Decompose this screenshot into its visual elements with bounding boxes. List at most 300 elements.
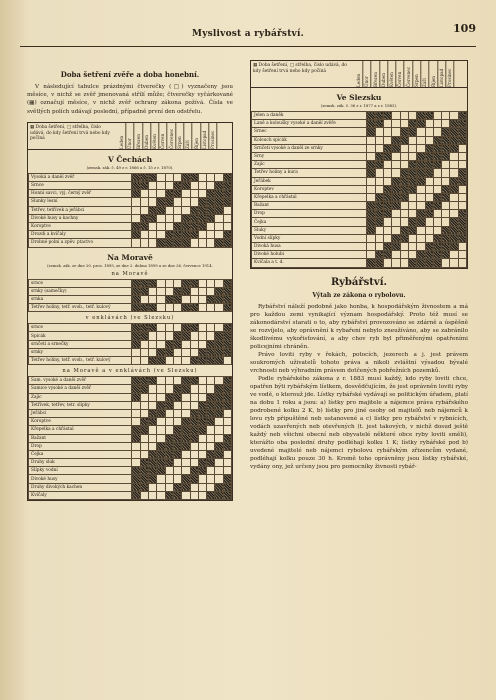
closed-season-cell xyxy=(157,467,165,475)
open-season-cell xyxy=(132,418,140,426)
closed-season-cell xyxy=(425,152,433,160)
month-label: Listopad xyxy=(201,123,209,149)
month-header xyxy=(118,123,218,149)
open-season-cell xyxy=(165,324,173,332)
closed-season-cell xyxy=(223,324,231,332)
open-season-cell xyxy=(132,442,140,450)
open-season-cell xyxy=(433,210,441,218)
closed-season-cell xyxy=(450,243,458,251)
closed-season-cell xyxy=(140,377,148,385)
table-row xyxy=(29,393,232,401)
species-label: Divoká husa xyxy=(252,243,367,251)
open-season-cell xyxy=(433,112,441,120)
open-season-cell xyxy=(425,185,433,193)
left-column xyxy=(27,60,233,501)
combined-table xyxy=(28,376,232,500)
closed-season-cell xyxy=(384,243,392,251)
closed-season-cell xyxy=(132,467,140,475)
closed-season-cell xyxy=(190,231,198,239)
open-season-cell xyxy=(215,467,223,475)
open-season-cell xyxy=(375,136,383,144)
open-season-cell xyxy=(215,324,223,332)
open-season-cell xyxy=(392,112,400,120)
open-season-cell xyxy=(458,144,466,152)
open-season-cell xyxy=(408,136,416,144)
open-season-cell xyxy=(157,475,165,483)
open-season-cell xyxy=(165,182,173,190)
open-season-cell xyxy=(207,324,215,332)
open-season-cell xyxy=(207,173,215,181)
open-season-cell xyxy=(190,295,198,303)
closed-season-cell xyxy=(182,214,190,222)
month-label: Prosinec xyxy=(446,61,454,87)
open-season-cell xyxy=(140,442,148,450)
subheading: na Moravě xyxy=(111,270,149,277)
open-season-cell xyxy=(140,198,148,206)
fishing-subheading: Výtah ze zákona o rybolovu. xyxy=(312,291,406,299)
closed-season-cell xyxy=(165,393,173,401)
section-heading: Doba šetření zvěře a doba honební. xyxy=(60,70,200,79)
open-season-cell xyxy=(400,251,408,259)
closed-season-cell xyxy=(198,409,206,417)
open-season-cell xyxy=(198,434,206,442)
closed-season-cell xyxy=(442,136,450,144)
open-season-cell xyxy=(173,348,181,356)
closed-season-cell xyxy=(190,214,198,222)
open-season-cell xyxy=(198,173,206,181)
open-season-cell xyxy=(384,226,392,234)
open-season-cell xyxy=(367,234,375,242)
month-label: Srpen xyxy=(176,123,184,149)
open-season-cell xyxy=(190,239,198,247)
open-season-cell xyxy=(173,377,181,385)
open-season-cell xyxy=(198,340,206,348)
month-label: Leden xyxy=(355,61,363,87)
table-row xyxy=(29,239,232,247)
species-label: Vodní slípky xyxy=(252,234,367,242)
month-label: Duben xyxy=(380,61,388,87)
subheading: v enklávách (ve Slezsku) xyxy=(85,315,175,322)
closed-season-cell xyxy=(392,193,400,201)
open-season-cell xyxy=(392,251,400,259)
open-season-cell xyxy=(165,287,173,295)
open-season-cell xyxy=(433,120,441,128)
species-label: srnce xyxy=(29,324,132,332)
table-row xyxy=(29,231,232,239)
intro-paragraph: V následující tabulce prázdnými čtverečky (□) vyznačeny jsou měsíce, v nichž se zvěř jmenovaná střílí může; čtverečky vyčárkované (▦) označují měsíce, v nichž zvěř ochrany zákona požívá. Čísla ve světlých polích udávají poslední, případně první den odstřelu. xyxy=(27,84,233,115)
closed-season-cell xyxy=(433,144,441,152)
closed-season-cell xyxy=(450,128,458,136)
open-season-cell xyxy=(149,393,157,401)
closed-season-cell xyxy=(223,198,231,206)
closed-season-cell xyxy=(132,222,140,230)
open-season-cell xyxy=(198,377,206,385)
open-season-cell xyxy=(198,239,206,247)
open-season-cell xyxy=(450,210,458,218)
closed-season-cell xyxy=(207,418,215,426)
open-season-cell xyxy=(450,193,458,201)
table-row xyxy=(29,348,232,356)
closed-season-cell xyxy=(408,120,416,128)
closed-season-cell xyxy=(182,287,190,295)
closed-season-cell xyxy=(442,185,450,193)
table-row xyxy=(29,475,232,483)
closed-season-cell xyxy=(140,304,148,312)
species-label: Druhy sluk xyxy=(29,459,132,467)
closed-season-cell xyxy=(132,475,140,483)
closed-season-cell xyxy=(442,226,450,234)
open-season-cell xyxy=(408,234,416,242)
open-season-cell xyxy=(367,193,375,201)
closed-season-cell xyxy=(400,234,408,242)
closed-season-cell xyxy=(198,418,206,426)
open-season-cell xyxy=(375,185,383,193)
open-season-cell xyxy=(375,226,383,234)
open-season-cell xyxy=(215,377,223,385)
closed-season-cell xyxy=(173,385,181,393)
closed-season-cell xyxy=(198,357,206,365)
closed-season-cell xyxy=(182,304,190,312)
closed-season-cell xyxy=(140,467,148,475)
closed-season-cell xyxy=(400,169,408,177)
closed-season-cell xyxy=(223,491,231,499)
species-label: Jeřábek xyxy=(252,177,367,185)
closed-season-cell xyxy=(433,193,441,201)
closed-season-cell xyxy=(173,332,181,340)
closed-season-cell xyxy=(173,450,181,458)
closed-season-cell xyxy=(132,491,140,499)
open-season-cell xyxy=(417,226,425,234)
closed-season-cell xyxy=(442,251,450,259)
open-season-cell xyxy=(442,120,450,128)
closed-season-cell xyxy=(223,434,231,442)
open-season-cell xyxy=(425,120,433,128)
table-row xyxy=(29,206,232,214)
closed-season-cell xyxy=(442,243,450,251)
closed-season-cell xyxy=(392,234,400,242)
open-season-cell xyxy=(173,279,181,287)
open-season-cell xyxy=(207,426,215,434)
open-season-cell xyxy=(207,279,215,287)
open-season-cell xyxy=(375,177,383,185)
open-season-cell xyxy=(215,222,223,230)
species-label: Tetřev holiny, tetř. svob., tetř. kulový xyxy=(29,304,132,312)
closed-season-cell xyxy=(215,357,223,365)
open-season-cell xyxy=(442,112,450,120)
closed-season-cell xyxy=(140,173,148,181)
closed-season-cell xyxy=(223,332,231,340)
closed-season-cell xyxy=(190,434,198,442)
open-season-cell xyxy=(458,161,466,169)
closed-season-cell xyxy=(215,483,223,491)
species-label: Drop xyxy=(29,442,132,450)
closed-season-cell xyxy=(132,173,140,181)
table-row xyxy=(252,185,467,193)
open-season-cell xyxy=(157,332,165,340)
species-label: Divoké husy a kachny xyxy=(29,214,132,222)
open-season-cell xyxy=(140,348,148,356)
table-row xyxy=(252,128,467,136)
open-season-cell xyxy=(140,340,148,348)
fishing-text xyxy=(250,303,468,471)
closed-season-cell xyxy=(182,239,190,247)
closed-season-cell xyxy=(182,231,190,239)
species-label: Jeřábci xyxy=(29,409,132,417)
species-label: srnky (samečky) xyxy=(29,287,132,295)
species-label: Sluky xyxy=(252,226,367,234)
species-label: Vysoká a daněí zvěř xyxy=(29,173,132,181)
closed-season-cell xyxy=(182,222,190,230)
slezsko-table xyxy=(251,111,467,268)
closed-season-cell xyxy=(442,234,450,242)
open-season-cell xyxy=(198,295,206,303)
cechy-table xyxy=(28,173,232,248)
open-season-cell xyxy=(182,340,190,348)
closed-season-cell xyxy=(442,193,450,201)
closed-season-cell xyxy=(375,218,383,226)
closed-season-cell xyxy=(132,304,140,312)
month-label: Listopad xyxy=(438,61,446,87)
closed-season-cell xyxy=(140,483,148,491)
closed-season-cell xyxy=(450,136,458,144)
open-season-cell xyxy=(173,357,181,365)
open-season-cell xyxy=(149,401,157,409)
closed-season-cell xyxy=(207,409,215,417)
open-season-cell xyxy=(157,393,165,401)
species-label: Tetřívek, tetřev, tetr. slípky xyxy=(29,401,132,409)
open-season-cell xyxy=(149,198,157,206)
closed-season-cell xyxy=(223,385,231,393)
open-season-cell xyxy=(149,239,157,247)
closed-season-cell xyxy=(157,239,165,247)
open-season-cell xyxy=(173,409,181,417)
closed-season-cell xyxy=(417,210,425,218)
closed-season-cell xyxy=(215,206,223,214)
open-season-cell xyxy=(182,491,190,499)
open-season-cell xyxy=(165,206,173,214)
closed-season-cell xyxy=(223,287,231,295)
open-season-cell xyxy=(367,185,375,193)
open-season-cell xyxy=(215,279,223,287)
closed-season-cell xyxy=(408,218,416,226)
open-season-cell xyxy=(417,243,425,251)
open-season-cell xyxy=(182,450,190,458)
closed-season-cell xyxy=(165,401,173,409)
closed-season-cell xyxy=(207,206,215,214)
table-row xyxy=(29,450,232,458)
open-season-cell xyxy=(190,401,198,409)
open-season-cell xyxy=(198,385,206,393)
open-season-cell xyxy=(165,279,173,287)
closed-season-cell xyxy=(400,193,408,201)
closed-season-cell xyxy=(182,377,190,385)
open-season-cell xyxy=(375,169,383,177)
species-label: srnčeti a srnečky xyxy=(29,340,132,348)
open-season-cell xyxy=(182,198,190,206)
closed-season-cell xyxy=(173,483,181,491)
open-season-cell xyxy=(149,231,157,239)
species-label: Bažant xyxy=(252,202,367,210)
closed-season-cell xyxy=(190,279,198,287)
closed-season-cell xyxy=(223,340,231,348)
closed-season-cell xyxy=(392,144,400,152)
closed-season-cell xyxy=(165,295,173,303)
closed-season-cell xyxy=(157,357,165,365)
closed-season-cell xyxy=(223,279,231,287)
open-season-cell xyxy=(417,144,425,152)
closed-season-cell xyxy=(182,418,190,426)
open-season-cell xyxy=(157,483,165,491)
open-season-cell xyxy=(408,152,416,160)
closed-season-cell xyxy=(450,218,458,226)
open-season-cell xyxy=(375,128,383,136)
closed-season-cell xyxy=(223,190,231,198)
open-season-cell xyxy=(400,120,408,128)
open-season-cell xyxy=(215,231,223,239)
table-row xyxy=(29,287,232,295)
month-label: Květen xyxy=(388,61,396,87)
open-season-cell xyxy=(458,259,466,267)
month-label: Červenec xyxy=(405,61,413,87)
paragraph: Podle rybářského zákona z r. 1883 musí každý, kdo ryby loviti chce, opatřen býti rybářským lístkem, dosvědčujícím, že jest oprávněn loviti ryby ve vodě, o kterouž jde. Lístky rybářské vydávají se politickým úřadem, platí na dobu 1 roku a jsou: a) lístky pro majitele a nájemce práva rybářského podrobené kolku 2 K, b) lístky pro jiné osoby od majitelů neb nájemců k lovu ryb připuštěné neb ustanovené a c) lístky pro rybářství v rybnících, vodách uzavřených neb otevřených (t. jest takových, v nichž dosud ještě každý neb všichni obecní neb obyvatelé některé obce ryby loviti směli), kterážto oba poslední druhy podléhají kolku 1 K; lístky rybářské pod b) uvedené majitelé neb nájemci rybolovu rybářským zřizencům vydané, podléhají kolku pouze 30 h. Kromě toho oprávněny jsou lístky rybářské, vydány ony, jež určeny jsou pro pomocníky živnosti rybář- xyxy=(250,375,468,470)
month-label: Září xyxy=(184,123,192,149)
open-season-cell xyxy=(458,202,466,210)
closed-season-cell xyxy=(157,206,165,214)
species-label: Tetřev, tetřívek a jeřábci xyxy=(29,206,132,214)
closed-season-cell xyxy=(198,459,206,467)
enclave-table xyxy=(28,323,232,365)
table-row xyxy=(252,120,467,128)
closed-season-cell xyxy=(215,442,223,450)
closed-season-cell xyxy=(417,120,425,128)
closed-season-cell xyxy=(190,304,198,312)
closed-season-cell xyxy=(173,295,181,303)
closed-season-cell xyxy=(458,136,466,144)
open-season-cell xyxy=(433,185,441,193)
open-season-cell xyxy=(140,295,148,303)
closed-season-cell xyxy=(367,218,375,226)
open-season-cell xyxy=(223,418,231,426)
species-label: Zajíc xyxy=(29,393,132,401)
open-season-cell xyxy=(173,304,181,312)
open-season-cell xyxy=(400,161,408,169)
closed-season-cell xyxy=(384,185,392,193)
open-season-cell xyxy=(190,198,198,206)
open-season-cell xyxy=(392,226,400,234)
open-season-cell xyxy=(190,340,198,348)
species-label: Srnčeti vysoké a daněí ze srnky xyxy=(252,144,367,152)
open-season-cell xyxy=(132,357,140,365)
closed-season-cell xyxy=(433,152,441,160)
closed-season-cell xyxy=(207,340,215,348)
open-season-cell xyxy=(165,377,173,385)
closed-season-cell xyxy=(140,279,148,287)
closed-season-cell xyxy=(367,226,375,234)
closed-season-cell xyxy=(140,426,148,434)
closed-season-cell xyxy=(132,182,140,190)
closed-season-cell xyxy=(215,348,223,356)
closed-season-cell xyxy=(207,459,215,467)
closed-season-cell xyxy=(215,287,223,295)
closed-season-cell xyxy=(207,295,215,303)
open-season-cell xyxy=(400,259,408,267)
closed-season-cell xyxy=(182,182,190,190)
species-label: srnce xyxy=(29,279,132,287)
open-season-cell xyxy=(173,198,181,206)
open-season-cell xyxy=(157,377,165,385)
open-season-cell xyxy=(198,287,206,295)
closed-season-cell xyxy=(173,239,181,247)
closed-season-cell xyxy=(375,112,383,120)
open-season-cell xyxy=(198,304,206,312)
closed-season-cell xyxy=(417,152,425,160)
closed-season-cell xyxy=(367,128,375,136)
open-season-cell xyxy=(392,169,400,177)
open-season-cell xyxy=(367,243,375,251)
open-season-cell xyxy=(408,210,416,218)
table-row xyxy=(29,279,232,287)
species-label: Srnce xyxy=(29,182,132,190)
closed-season-cell xyxy=(458,120,466,128)
open-season-cell xyxy=(132,450,140,458)
closed-season-cell xyxy=(190,357,198,365)
species-label: Honní savci, vyj. černý zvěř xyxy=(29,190,132,198)
open-season-cell xyxy=(425,226,433,234)
open-season-cell xyxy=(215,426,223,434)
open-season-cell xyxy=(198,450,206,458)
closed-season-cell xyxy=(157,409,165,417)
closed-season-cell xyxy=(400,177,408,185)
open-season-cell xyxy=(450,112,458,120)
table-row xyxy=(29,182,232,190)
closed-season-cell xyxy=(190,173,198,181)
month-label: Prosinec xyxy=(209,123,217,149)
table-row xyxy=(29,426,232,434)
open-season-cell xyxy=(198,332,206,340)
table-row xyxy=(252,210,467,218)
closed-season-cell xyxy=(417,251,425,259)
closed-season-cell xyxy=(458,210,466,218)
closed-season-cell xyxy=(198,198,206,206)
open-season-cell xyxy=(417,185,425,193)
table-row xyxy=(252,136,467,144)
open-season-cell xyxy=(157,295,165,303)
closed-season-cell xyxy=(400,128,408,136)
table-row xyxy=(252,243,467,251)
table-row xyxy=(29,434,232,442)
closed-season-cell xyxy=(450,120,458,128)
closed-season-cell xyxy=(215,409,223,417)
month-header xyxy=(355,61,455,87)
open-season-cell xyxy=(140,393,148,401)
species-label: Tetřev holiny a kura xyxy=(252,169,367,177)
table-row xyxy=(29,491,232,499)
closed-season-cell xyxy=(375,193,383,201)
open-season-cell xyxy=(198,190,206,198)
open-season-cell xyxy=(433,169,441,177)
species-label: Čejka xyxy=(252,218,367,226)
closed-season-cell xyxy=(433,259,441,267)
open-season-cell xyxy=(149,287,157,295)
open-season-cell xyxy=(384,177,392,185)
species-label: Jelen a daněk xyxy=(252,112,367,120)
closed-season-cell xyxy=(375,120,383,128)
closed-season-cell xyxy=(223,475,231,483)
open-season-cell xyxy=(408,112,416,120)
open-season-cell xyxy=(425,234,433,242)
closed-season-cell xyxy=(384,210,392,218)
open-season-cell xyxy=(223,409,231,417)
